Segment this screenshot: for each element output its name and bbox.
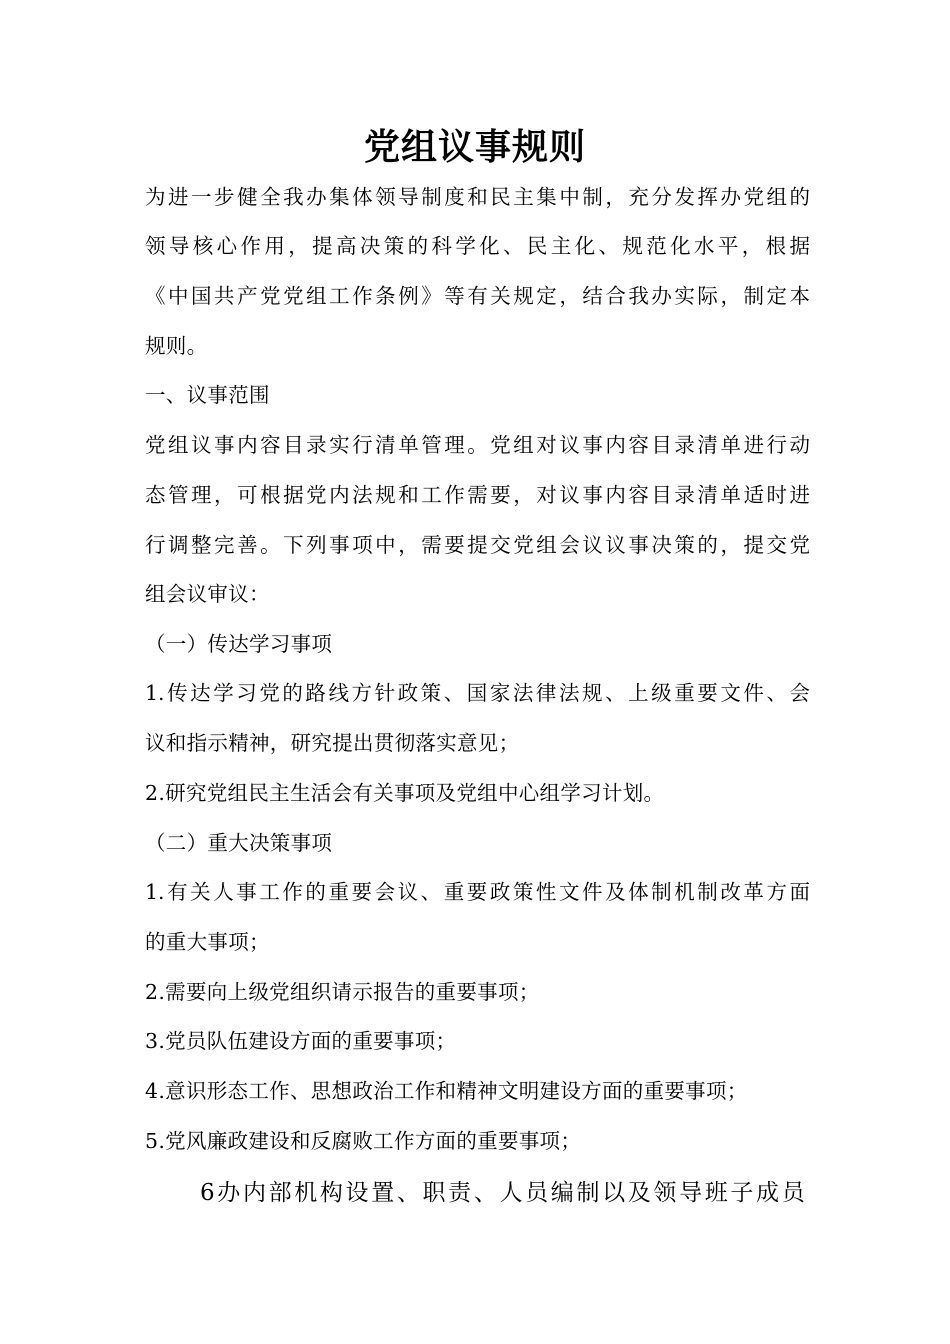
list-item: 5.党风廉政建设和反腐败工作方面的重要事项； xyxy=(145,1129,582,1153)
list-item-continuation: 议和指示精神，研究提出贯彻落实意见； xyxy=(145,731,520,755)
document-title: 党组议事规则 xyxy=(363,127,586,168)
paragraph-line: 态管理，可根据党内法规和工作需要，对议事内容目录清单适时进 xyxy=(145,483,810,507)
list-item: 1.传达学习党的路线方针政策、国家法律法规、上级重要文件、会 xyxy=(145,681,810,705)
section-heading: 一、议事范围 xyxy=(145,383,270,407)
subsection-heading: （一）传达学习事项 xyxy=(145,632,333,656)
paragraph-line: 《中国共产党党组工作条例》等有关规定，结合我办实际，制定本 xyxy=(145,284,810,308)
list-item: 4.意识形态工作、思想政治工作和精神文明建设方面的重要事项； xyxy=(145,1079,748,1103)
paragraph-line: 规则。 xyxy=(145,334,208,358)
list-item: 2.研究党组民主生活会有关事项及党组中心组学习计划。 xyxy=(145,781,665,805)
paragraph-line: 为进一步健全我办集体领导制度和民主集中制，充分发挥办党组的 xyxy=(145,185,810,209)
paragraph-line: 行调整完善。下列事项中，需要提交党组会议议事决策的，提交党 xyxy=(145,533,810,557)
list-item: 1.有关人事工作的重要会议、重要政策性文件及体制机制改革方面 xyxy=(145,880,810,904)
list-item-continuation: 的重大事项； xyxy=(145,930,270,954)
list-item: 2.需要向上级党组织请示报告的重要事项； xyxy=(145,980,540,1004)
paragraph-line: 党组议事内容目录实行清单管理。党组对议事内容目录清单进行动 xyxy=(145,433,810,457)
list-item: 3.党员队伍建设方面的重要事项； xyxy=(145,1029,457,1053)
list-item: 6办内部机构设置、职责、人员编制以及领导班子成员 xyxy=(200,1180,805,1206)
subsection-heading: （二）重大决策事项 xyxy=(145,831,333,855)
paragraph-line: 领导核心作用，提高决策的科学化、民主化、规范化水平，根据 xyxy=(145,234,810,258)
paragraph-line: 组会议审议： xyxy=(145,582,270,606)
